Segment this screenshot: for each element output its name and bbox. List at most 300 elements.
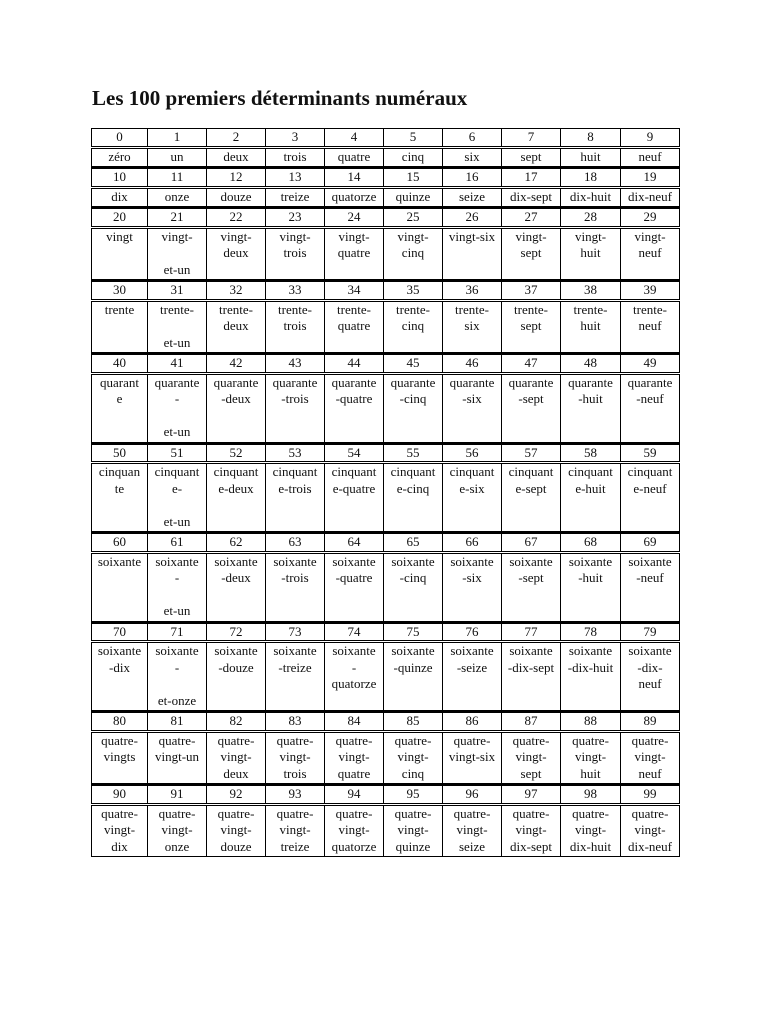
number-cell: 60 [92,533,148,553]
number-cell: 30 [92,281,148,301]
numeral-word: quarante -deux [213,374,259,406]
number-cell: 38 [561,281,621,301]
number-cell: 28 [561,208,621,228]
word-cell [266,300,325,354]
number-cell: 49 [621,354,680,374]
word-cell [266,642,325,712]
number-row [92,785,680,805]
word-cell [561,227,621,281]
number-cell: 2 [207,129,266,148]
word-cell [621,642,680,712]
numeral-word: quatre- vingts [101,732,138,764]
word-cell [148,463,207,533]
numeral-word: trente- huit [573,301,608,333]
number-cell: 50 [92,443,148,463]
number-cell: 87 [502,712,561,732]
number-cell: 18 [561,168,621,188]
word-cell [207,147,266,168]
word-cell [325,804,384,857]
number-cell: 46 [443,354,502,374]
numeral-word: seize [459,188,485,204]
numeral-word: trente- cinq [396,301,430,333]
numeral-word: cinquant e-neuf [627,464,673,496]
word-cell [148,300,207,354]
number-cell: 19 [621,168,680,188]
numeral-word: quatre- vingt- treize [276,805,314,854]
numeral-word: quatre [337,148,371,164]
word-cell [561,463,621,533]
word-cell [92,463,148,533]
word-cell [384,804,443,857]
number-cell: 26 [443,208,502,228]
number-row [92,208,680,228]
number-cell: 93 [266,785,325,805]
numeral-word: quatre- vingt- dix-neuf [627,805,673,854]
numeral-word: quarante -sept [508,374,554,406]
numeral-word: dix [111,188,128,204]
numeral-word: cinquant e-sept [508,464,554,496]
numeral-word: quatre- vingt- onze [158,805,196,854]
numeral-word: quatre- vingt-un [154,732,200,764]
word-cell [207,804,266,857]
numeral-word: trente- six [455,301,489,333]
number-cell: 97 [502,785,561,805]
word-cell [384,642,443,712]
word-cell [621,463,680,533]
word-cell [266,373,325,443]
numeral-word: sept [520,148,542,164]
number-cell: 82 [207,712,266,732]
word-cell [92,804,148,857]
number-cell: 53 [266,443,325,463]
word-row [92,804,680,857]
number-row [92,281,680,301]
numeral-word: soixante -huit [568,553,613,585]
number-cell: 45 [384,354,443,374]
number-cell: 27 [502,208,561,228]
numeral-word: vingt [106,228,133,244]
word-cell [266,552,325,622]
numeral-word: soixante - quatorze [331,643,377,691]
numeral-word: quatre- vingt-six [448,732,496,764]
word-cell [621,731,680,785]
numeral-word: soixante -deux [214,553,258,585]
number-cell: 13 [266,168,325,188]
number-cell: 65 [384,533,443,553]
word-cell [561,731,621,785]
numeral-word: six [464,148,480,164]
word-cell [621,373,680,443]
numeral-word: quarante -six [449,374,495,406]
numeral-word: cinquant e-trois [272,464,318,496]
numeral-word: deux [223,148,249,164]
numeral-word: zéro [108,148,131,164]
word-cell [502,300,561,354]
number-cell: 73 [266,622,325,642]
numeral-word: cinquant e-quatre [331,464,377,496]
number-cell: 63 [266,533,325,553]
number-cell: 83 [266,712,325,732]
word-cell [148,227,207,281]
word-cell [561,300,621,354]
word-cell [325,300,384,354]
numeral-word: soixante -douze [214,643,258,675]
numeral-word: cinquant e- et-un [154,464,200,529]
numeral-word: quarante -neuf [627,374,673,406]
number-cell: 88 [561,712,621,732]
numeral-word: quatre- vingt- dix [101,805,138,854]
numerals-table-body [92,129,680,857]
number-cell: 95 [384,785,443,805]
word-cell [207,187,266,208]
number-cell: 23 [266,208,325,228]
word-cell [92,731,148,785]
number-cell: 86 [443,712,502,732]
numeral-word: cinquant e-huit [568,464,613,496]
number-cell: 80 [92,712,148,732]
word-cell [266,463,325,533]
word-cell [325,552,384,622]
number-cell: 98 [561,785,621,805]
word-cell [621,804,680,857]
number-row [92,168,680,188]
numeral-word: trente- deux [219,301,253,333]
numeral-word: trente- trois [278,301,312,333]
number-cell: 70 [92,622,148,642]
word-cell [384,373,443,443]
word-cell [502,731,561,785]
word-cell [148,731,207,785]
number-cell: 52 [207,443,266,463]
numeral-word: vingt- trois [279,228,311,260]
word-cell [207,373,266,443]
word-cell [384,552,443,622]
word-cell [621,552,680,622]
numeral-word: quatre- vingt- deux [217,732,255,781]
number-cell: 4 [325,129,384,148]
word-cell [443,642,502,712]
word-cell [148,642,207,712]
number-cell: 16 [443,168,502,188]
word-cell [92,373,148,443]
number-cell: 31 [148,281,207,301]
word-cell [443,147,502,168]
number-row [92,622,680,642]
number-cell: 99 [621,785,680,805]
word-cell [443,373,502,443]
word-cell [443,552,502,622]
numeral-word: cinquan te [98,464,141,496]
word-cell [325,187,384,208]
word-cell [621,227,680,281]
word-cell [266,187,325,208]
number-cell: 77 [502,622,561,642]
word-cell [148,804,207,857]
numeral-word: vingt-six [448,228,496,244]
word-cell [502,147,561,168]
numeral-word: quatre- vingt- neuf [631,732,669,781]
word-cell [561,373,621,443]
number-cell: 5 [384,129,443,148]
number-cell: 20 [92,208,148,228]
number-cell: 51 [148,443,207,463]
number-cell: 37 [502,281,561,301]
numeral-word: onze [164,188,190,204]
word-cell [266,227,325,281]
number-cell: 78 [561,622,621,642]
number-cell: 72 [207,622,266,642]
word-row [92,187,680,208]
number-cell: 92 [207,785,266,805]
numeral-word: quarante -quatre [331,374,377,406]
word-cell [325,147,384,168]
number-cell: 96 [443,785,502,805]
numeral-word: quatre- vingt- cinq [394,732,432,781]
word-cell [561,187,621,208]
number-cell: 42 [207,354,266,374]
numeral-word: soixante - et-onze [155,643,199,708]
word-cell [92,227,148,281]
number-row [92,443,680,463]
numeral-word: douze [220,188,252,204]
numeral-word: soixante -dix-sept [507,643,555,675]
number-cell: 25 [384,208,443,228]
number-cell: 7 [502,129,561,148]
number-cell: 55 [384,443,443,463]
word-cell [384,463,443,533]
number-cell: 40 [92,354,148,374]
numeral-word: vingt- quatre [337,228,371,260]
number-cell: 34 [325,281,384,301]
word-cell [561,147,621,168]
word-cell [384,300,443,354]
numeral-word: huit [580,148,601,164]
number-cell: 90 [92,785,148,805]
word-cell [207,463,266,533]
numeral-word: quatre- vingt- trois [276,732,314,781]
numeral-word: cinquant e-six [449,464,495,496]
word-row [92,463,680,533]
numerals-table [91,128,680,857]
word-cell [92,552,148,622]
numeral-word: quatre- vingt- dix-sept [510,805,552,854]
numeral-word: soixante -dix-huit [567,643,614,675]
number-cell: 85 [384,712,443,732]
number-cell: 1 [148,129,207,148]
numeral-word: trente- neuf [633,301,667,333]
numeral-word: soixante [97,553,142,569]
word-row [92,373,680,443]
number-cell: 91 [148,785,207,805]
word-cell [148,187,207,208]
word-cell [384,147,443,168]
word-cell [92,187,148,208]
word-cell [502,373,561,443]
number-cell: 71 [148,622,207,642]
word-row [92,642,680,712]
number-cell: 14 [325,168,384,188]
word-cell [325,731,384,785]
numeral-word: trente [104,301,135,317]
numeral-word: soixante - et-un [155,553,199,618]
word-cell [443,731,502,785]
numeral-word: quarante -cinq [390,374,436,406]
numeral-word: quatre- vingt- seize [453,805,491,854]
numeral-word: dix-neuf [627,188,673,204]
number-cell: 84 [325,712,384,732]
numeral-word: trois [283,148,307,164]
numeral-word: soixante -neuf [628,553,672,585]
number-cell: 22 [207,208,266,228]
word-cell [443,187,502,208]
number-cell: 58 [561,443,621,463]
word-cell [266,731,325,785]
number-cell: 8 [561,129,621,148]
number-cell: 76 [443,622,502,642]
word-row [92,300,680,354]
numeral-word: soixante -quatre [332,553,376,585]
word-cell [502,642,561,712]
page-title: Les 100 premiers déterminants numéraux [92,86,468,110]
numeral-word: quarant e [100,374,139,406]
number-row [92,354,680,374]
number-cell: 6 [443,129,502,148]
word-cell [148,552,207,622]
numeral-word: quatre- vingt- dix-huit [569,805,612,854]
word-cell [207,227,266,281]
numeral-word: trente- sept [514,301,548,333]
numeral-word: vingt- et-un [161,228,193,277]
numeral-word: quatre- vingt- quinze [394,805,432,854]
number-cell: 79 [621,622,680,642]
word-cell [92,147,148,168]
number-cell: 33 [266,281,325,301]
word-cell [207,642,266,712]
number-cell: 48 [561,354,621,374]
number-cell: 39 [621,281,680,301]
numeral-word: neuf [638,148,662,164]
number-cell: 24 [325,208,384,228]
number-cell: 10 [92,168,148,188]
number-cell: 57 [502,443,561,463]
word-cell [443,804,502,857]
number-cell: 0 [92,129,148,148]
word-row [92,227,680,281]
number-cell: 43 [266,354,325,374]
number-cell: 3 [266,129,325,148]
numeral-word: quinze [395,188,431,204]
number-cell: 64 [325,533,384,553]
numeral-word: soixante -cinq [391,553,435,585]
number-cell: 74 [325,622,384,642]
number-row [92,129,680,148]
number-cell: 62 [207,533,266,553]
word-cell [148,147,207,168]
numeral-word: quatre- vingt- quatre [335,732,373,781]
number-cell: 41 [148,354,207,374]
number-cell: 89 [621,712,680,732]
word-cell [92,300,148,354]
number-cell: 67 [502,533,561,553]
word-cell [325,227,384,281]
number-cell: 54 [325,443,384,463]
number-cell: 36 [443,281,502,301]
number-cell: 11 [148,168,207,188]
numeral-word: soixante -trois [273,553,317,585]
word-cell [384,227,443,281]
number-cell: 61 [148,533,207,553]
word-cell [502,552,561,622]
word-row [92,731,680,785]
word-cell [502,187,561,208]
numeral-word: un [170,148,184,164]
number-cell: 9 [621,129,680,148]
word-cell [207,731,266,785]
numeral-word: soixante -treize [273,643,317,675]
word-cell [148,373,207,443]
word-cell [621,300,680,354]
number-cell: 59 [621,443,680,463]
number-cell: 44 [325,354,384,374]
number-row [92,712,680,732]
word-cell [325,373,384,443]
word-cell [443,300,502,354]
word-cell [621,187,680,208]
numeral-word: quarante -trois [272,374,318,406]
number-cell: 81 [148,712,207,732]
number-cell: 15 [384,168,443,188]
word-cell [621,147,680,168]
word-cell [384,187,443,208]
numeral-word: vingt- huit [574,228,607,260]
number-cell: 94 [325,785,384,805]
numeral-word: treize [280,188,310,204]
numeral-word: trente- quatre [337,301,371,333]
word-cell [561,552,621,622]
number-cell: 35 [384,281,443,301]
numeral-word: dix-huit [569,188,612,204]
word-row [92,552,680,622]
numeral-word: quatre- vingt- quatorze [331,805,377,854]
word-cell [561,804,621,857]
numeral-word: quatorze [331,188,377,204]
numeral-word: soixante -dix- neuf [628,643,672,691]
numeral-word: cinquant e-cinq [390,464,436,496]
number-row [92,533,680,553]
word-cell [561,642,621,712]
word-cell [502,227,561,281]
number-cell: 68 [561,533,621,553]
number-cell: 47 [502,354,561,374]
numeral-word: dix-sept [510,188,552,204]
number-cell: 32 [207,281,266,301]
number-cell: 56 [443,443,502,463]
numeral-word: vingt- sept [515,228,547,260]
word-cell [325,642,384,712]
number-cell: 75 [384,622,443,642]
number-cell: 21 [148,208,207,228]
numeral-word: trente- et-un [160,301,194,350]
word-row [92,147,680,168]
word-cell [502,463,561,533]
number-cell: 12 [207,168,266,188]
numeral-word: quatre- vingt- douze [217,805,255,854]
numeral-word: quatre- vingt- huit [572,732,609,781]
word-cell [502,804,561,857]
numeral-word: vingt- cinq [397,228,429,260]
word-cell [92,642,148,712]
word-cell [443,463,502,533]
